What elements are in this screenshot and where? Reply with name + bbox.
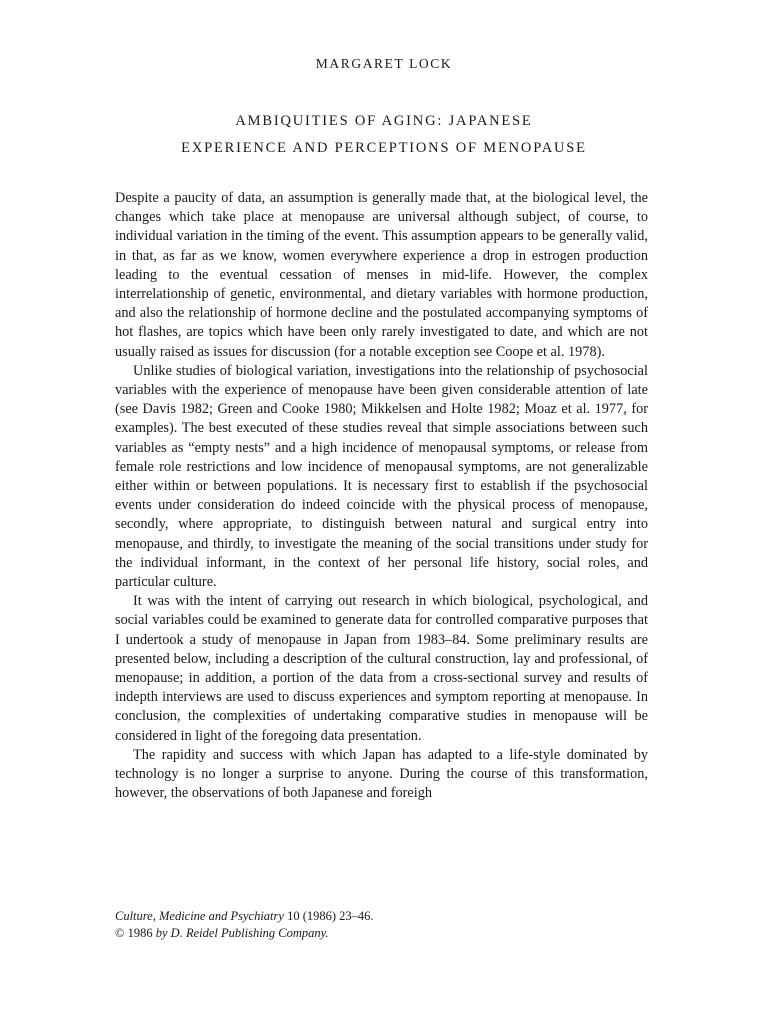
journal-name: Culture, Medicine and Psychiatry [115,909,284,923]
journal-issue: 10 (1986) 23–46. [287,909,374,923]
copyright-line [115,925,648,942]
journal-citation [115,908,648,925]
title-line-2: EXPERIENCE AND PERCEPTIONS OF MENOPAUSE [181,140,587,156]
citation-footer [115,908,648,942]
copyright-symbol: © [115,926,125,940]
paragraph-4: The rapidity and success with which Japan has adapted to a life-style dominated by technology is no longer a surprise to anyone. During the course of this transformation, however, the observations of both Japanese and foreigh [115,746,648,802]
title-line-1: AMBIQUITIES OF AGING: JAPANESE [235,113,533,129]
paragraph-3: It was with the intent of carrying out research in which biological, psychological, and social variables could be examined to generate data for controlled comparative purposes that I undertook a study of menopause in Japan from 1983–84. Some preliminary results are presented below, including a description of the cultural construction, lay and professional, of menopause; in addition, a portion of the data from a cross-sectional survey and results of indepth interviews are used to discuss experiences and symptom reporting at menopause. In conclusion, the complexities of undertaking comparative studies in menopause will be considered in light of the foregoing data presentation. [115,593,648,744]
paragraph-1: Despite a paucity of data, an assumption is generally made that, at the biological level, the changes which take place at menopause are universal although subject, of course, to individual variation in the timing of the event. This assumption appears to be generally valid, in that, as far as we know, women everywhere experience a drop in estrogen production leading to the eventual cessation of menses in mid-life. However, the complex interrelationship of genetic, environmental, and dietary variables with hormone production, and also the relationship of hormone decline and the postulated accompanying symptoms of hot flashes, are topics which have been only rarely investigated to date, and which are not usually raised as issues for discussion (for a notable exception see Coope et al. 1978). [115,190,648,360]
article-body [115,189,648,804]
publisher-text: by D. Reidel Publishing Company. [155,926,329,940]
article-title [0,108,768,162]
author-name: MARGARET LOCK [315,56,453,71]
paragraph-2: Unlike studies of biological variation, investigations into the relationship of psychosocial variables with the experience of menopause have been given considerable attention of late (see Davis 1982; Green and Cooke 1980; Mikkelsen and Holte 1982; Moaz et al. 1977, for examples). The best executed of these studies reveal that simple associations between such variables as “empty nests” and a high incidence of menopausal symptoms, or release from female role restrictions and low incidence of menopausal symptoms, are not generalizable either within or between populations. It is necessary first to establish if the psychosocial events under consideration do indeed coincide with the physical process of menopause, secondly, where appropriate, to distinguish between natural and surgical entry into menopause, and thirdly, to investigate the meaning of the social transitions under study for the individual informant, in the context of her personal life history, social roles, and particular culture. [115,362,648,591]
copyright-year: 1986 [127,926,153,940]
